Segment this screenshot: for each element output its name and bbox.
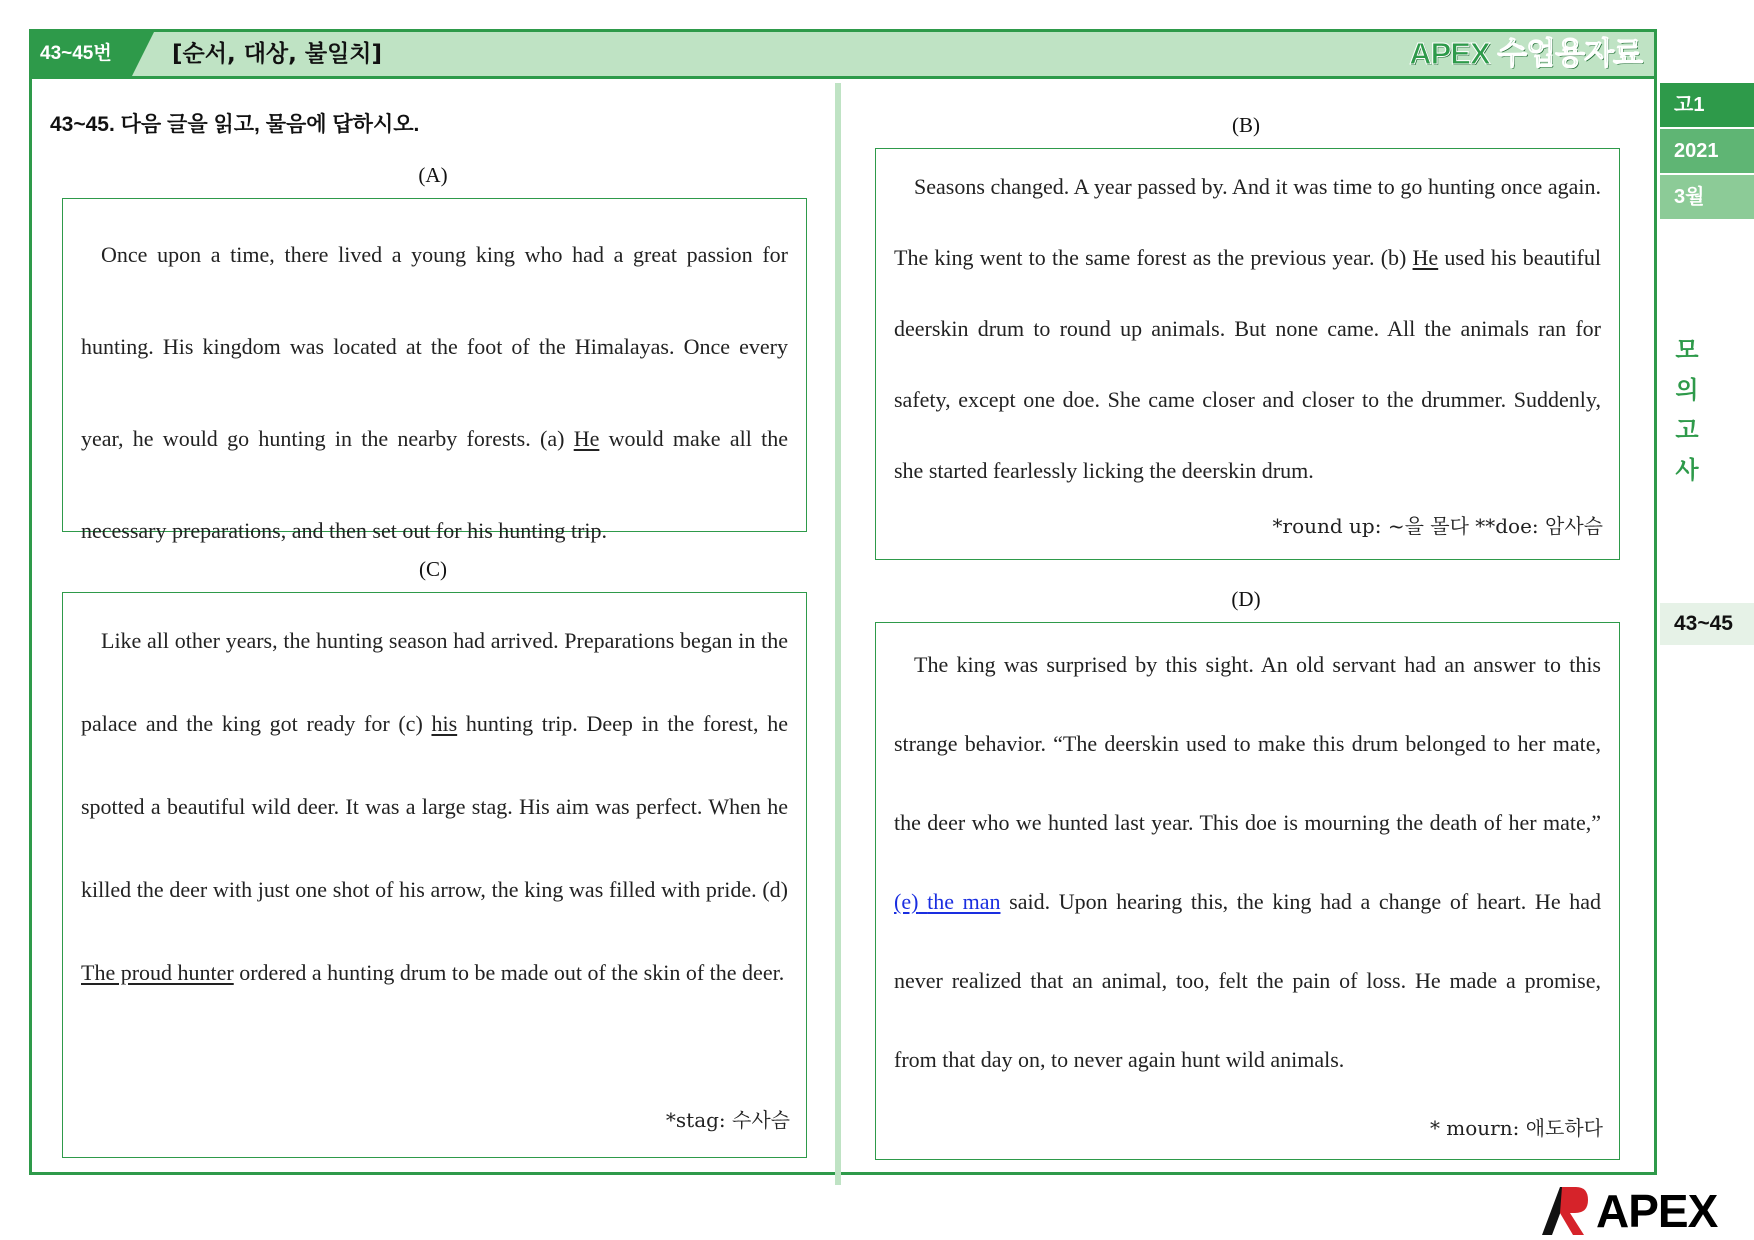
marker-b: (b): [1380, 245, 1407, 270]
passage-b-text: [894, 151, 1601, 506]
apex-logo: [1540, 1185, 1717, 1237]
header-number: 43~45번: [32, 32, 132, 76]
underline-b: He: [1412, 245, 1439, 270]
passage-d-box: [875, 622, 1620, 1160]
passage-c-label: (C): [419, 557, 447, 581]
passage-b-note: *round up: ~을 몰다 **doe: 암사슴: [1272, 514, 1603, 538]
underline-c: his: [431, 711, 458, 736]
passage-d-label: (D): [1231, 587, 1261, 611]
sidebar-tab-grade: 고1: [1660, 83, 1754, 127]
header-slant: [132, 32, 154, 76]
underline-e: [894, 889, 1000, 914]
passage-b-part2: used his beautiful deerskin drum to round up animals. But none came. All the animals ran for safety, except one doe. She came closer and closer to the drummer. Suddenly, she started fearlessly licking the deerskin drum.: [894, 245, 1601, 483]
sidebar-vertical-label: [1672, 330, 1702, 490]
column-divider: [835, 83, 841, 1185]
marker-d: (d): [762, 877, 788, 902]
passage-d-part1: The king was surprised by this sight. An old servant had an answer to this strange behavior. “The deerskin used to make this drum belonged to her mate, the deer who we hunted last year. This doe is mourning the death of her mate,”: [894, 652, 1601, 835]
marker-a: (a): [540, 426, 565, 451]
passage-d-text: [894, 625, 1601, 1099]
vertical-char-1: 모: [1675, 336, 1699, 364]
vertical-char-3: 고: [1675, 416, 1699, 444]
header-bar: [29, 29, 1657, 79]
vertical-char-4: 사: [1675, 456, 1699, 484]
passage-c-note: *stag: 수사슴: [665, 1108, 790, 1132]
apex-logo-text: APEX: [1596, 1185, 1718, 1237]
marker-e: (e): [894, 889, 919, 914]
underline-e-text: the man: [927, 889, 1001, 914]
passage-d-note: * mourn: 애도하다: [1429, 1116, 1603, 1140]
passage-a-box: [62, 198, 807, 543]
vertical-char-2: 의: [1675, 376, 1699, 404]
passage-a-part2: would make all the necessary preparations, and then set out for his hunting trip.: [81, 426, 788, 543]
passage-a-part1: Once upon a time, there lived a young king who had a great passion for hunting. His kingdom was located at the foot of the Himalayas. Once every year, he would go hunting in the nearby forests.: [81, 242, 788, 451]
question-prompt: 43~45. 다음 글을 읽고, 물음에 답하시오.: [50, 113, 420, 136]
passage-c-box: [62, 592, 807, 1158]
underline-d: The proud hunter: [81, 960, 234, 985]
apex-logo-icon: [1540, 1185, 1590, 1237]
marker-c: (c): [398, 711, 423, 736]
sidebar-tab-month: 3월: [1660, 175, 1754, 219]
sidebar-question-range: 43~45: [1660, 603, 1754, 645]
header-brand: APEX 수업용자료: [1409, 36, 1642, 71]
passage-c-part2: hunting trip. Deep in the forest, he spotted a beautiful wild deer. It was a large stag. His aim was perfect. When he killed the deer with just one shot of his arrow, the king was filled with pride.: [81, 711, 788, 902]
sidebar-tab-year: 2021: [1660, 129, 1754, 173]
passage-b-box: [875, 148, 1620, 560]
passage-c-part1: Like all other years, the hunting season had arrived. Preparations began in the palace and the king got ready for: [81, 628, 788, 736]
passage-c-part3: ordered a hunting drum to be made out of the skin of the deer.: [233, 960, 785, 985]
passage-d-part2: said. Upon hearing this, the king had a change of heart. He had never realized that an animal, too, felt the pain of loss. He made a promise, from that day on, to never again hunt wild animals.: [894, 889, 1601, 1072]
header-title: [순서, 대상, 불일치]: [172, 41, 383, 67]
passage-b-label: (B): [1232, 113, 1260, 137]
passage-a-text: [81, 209, 788, 577]
passage-b-part1: Seasons changed. A year passed by. And it was time to go hunting once again. The king went to the same forest as the previous year.: [894, 174, 1601, 270]
passage-c-text: [81, 599, 788, 1014]
passage-a-label: (A): [418, 163, 448, 187]
underline-a: He: [573, 426, 600, 451]
